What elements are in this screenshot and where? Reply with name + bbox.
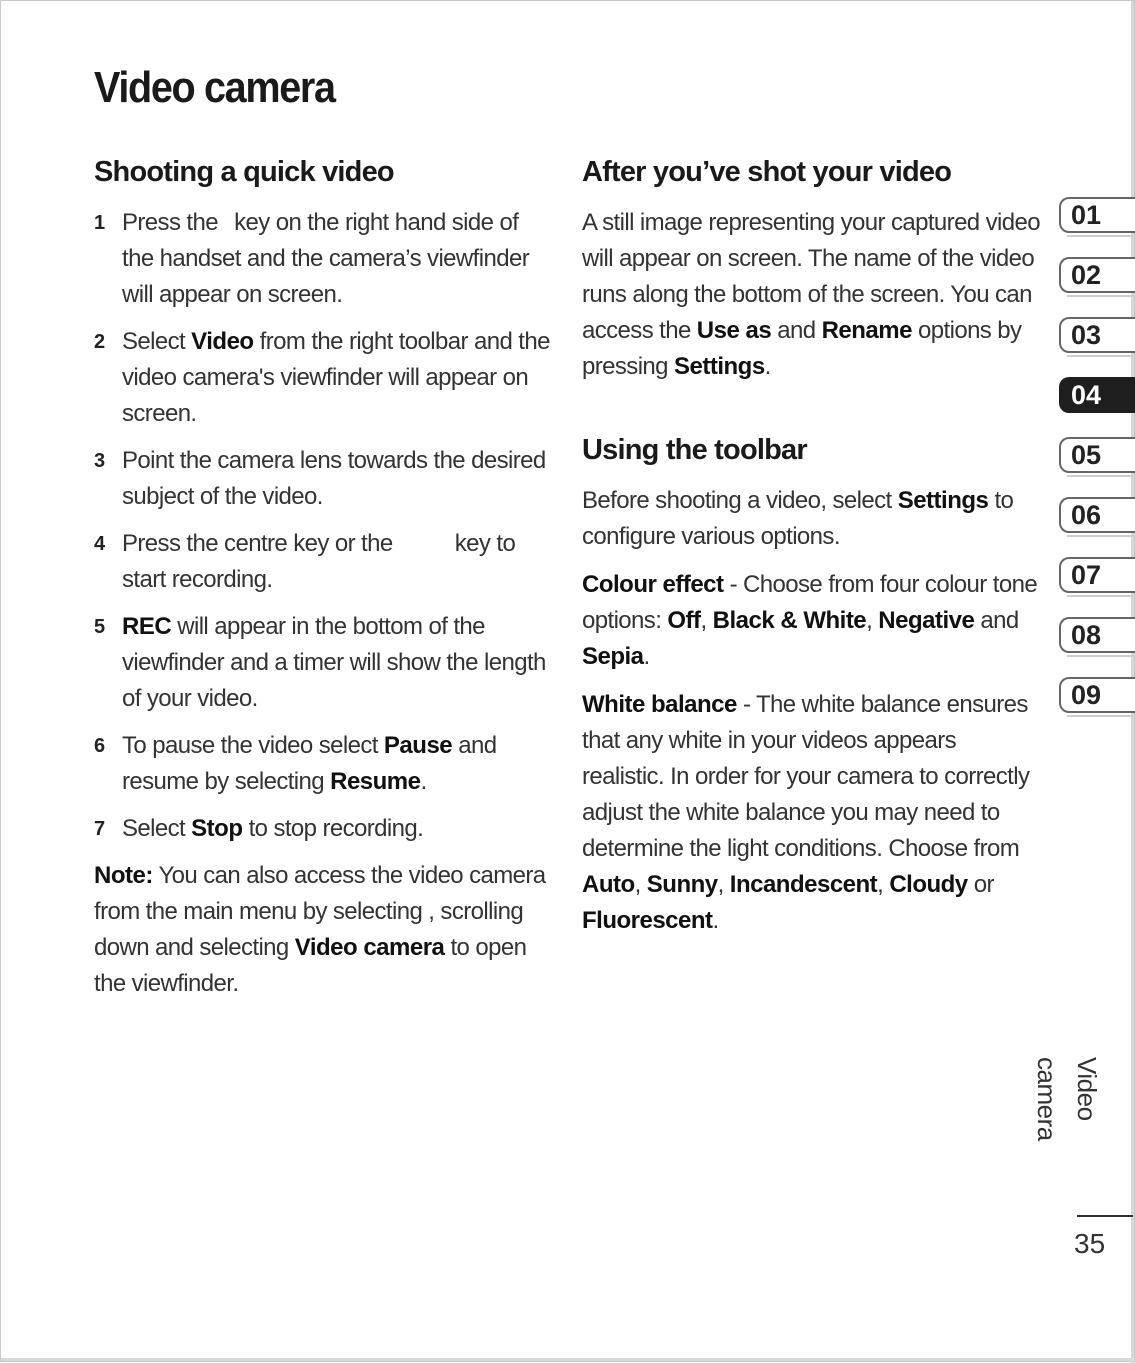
step-text: Point the camera lens towards the desired subject of the video. bbox=[122, 447, 546, 510]
step-number: 2 bbox=[94, 331, 106, 353]
step-text: Select Stop to stop recording. bbox=[122, 815, 424, 842]
step-text: Press the centre key or the key to start recording. bbox=[122, 530, 516, 593]
step-number: 5 bbox=[94, 616, 106, 638]
page-number: 35 bbox=[1074, 1228, 1106, 1259]
tab-chapter-05[interactable]: 05 bbox=[1059, 437, 1135, 473]
tab-chapter-04[interactable]: 04 bbox=[1059, 377, 1135, 413]
steps-list bbox=[94, 205, 554, 847]
step-number: 6 bbox=[94, 735, 106, 757]
step-text: Press the key on the right hand side of the handset and the camera’s viewfinder will appear on screen. bbox=[122, 209, 530, 308]
step-number: 3 bbox=[94, 450, 106, 472]
tab-chapter-02[interactable]: 02 bbox=[1059, 257, 1135, 293]
section-spacer bbox=[582, 397, 1042, 431]
list-item bbox=[94, 811, 554, 847]
chapter-tabs bbox=[1059, 197, 1135, 737]
list-item bbox=[94, 609, 554, 717]
side-divider bbox=[1077, 1215, 1133, 1217]
step-text: To pause the video select Pause and resume by selecting Resume. bbox=[122, 732, 497, 795]
tab-chapter-03[interactable]: 03 bbox=[1059, 317, 1135, 353]
tab-chapter-06[interactable]: 06 bbox=[1059, 497, 1135, 533]
step-text: REC will appear in the bottom of the viewfinder and a timer will show the length of your video. bbox=[122, 613, 546, 712]
list-item bbox=[94, 205, 554, 313]
list-item bbox=[94, 443, 554, 515]
tab-chapter-08[interactable]: 08 bbox=[1059, 617, 1135, 653]
colour-effect-paragraph: Colour effect - Choose from four colour tone options: Off, Black & White, Negative and Sepia. bbox=[582, 571, 1038, 670]
white-balance-label: White balance bbox=[582, 691, 737, 718]
list-item bbox=[94, 526, 554, 598]
tab-chapter-09[interactable]: 09 bbox=[1059, 677, 1135, 713]
tab-chapter-01[interactable]: 01 bbox=[1059, 197, 1135, 233]
list-item bbox=[94, 324, 554, 432]
right-column bbox=[582, 153, 1042, 951]
colour-effect-label: Colour effect bbox=[582, 571, 724, 598]
step-text: Select Video from the right toolbar and the video camera's viewfinder will appear on screen. bbox=[122, 328, 550, 427]
note-label: Note: bbox=[94, 862, 153, 889]
list-item bbox=[94, 728, 554, 800]
left-column bbox=[94, 153, 554, 1014]
side-section-label: Video camera bbox=[1032, 1057, 1102, 1141]
page-title: Video camera bbox=[94, 63, 335, 112]
section-heading-toolbar: Using the toolbar bbox=[582, 434, 807, 466]
step-number: 1 bbox=[94, 212, 106, 234]
step-number: 7 bbox=[94, 818, 106, 840]
step-number: 4 bbox=[94, 533, 106, 555]
section-heading-after-shot: After you’ve shot your video bbox=[582, 156, 952, 188]
note-paragraph: Note: You can also access the video camera from the main menu by selecting , scrolling down and selecting Video camera to open the viewfinder. bbox=[94, 862, 546, 997]
page-shadow-bottom bbox=[1, 1358, 1135, 1361]
toolbar-intro-paragraph: Before shooting a video, select Settings to configure various options. bbox=[582, 487, 1014, 550]
tab-chapter-07[interactable]: 07 bbox=[1059, 557, 1135, 593]
white-balance-paragraph: White balance - The white balance ensures that any white in your videos appears realistic. In order for your camera to correctly adjust the white balance you may need to determine the light conditions. Choose from Auto, Sunny, Incandescent, Cloudy or Fluorescent. bbox=[582, 691, 1030, 934]
after-shot-paragraph: A still image representing your captured video will appear on screen. The name of the video runs along the bottom of the screen. You can access the Use as and Rename options by pressing Settings. bbox=[582, 209, 1041, 380]
section-heading-shooting: Shooting a quick video bbox=[94, 156, 394, 188]
